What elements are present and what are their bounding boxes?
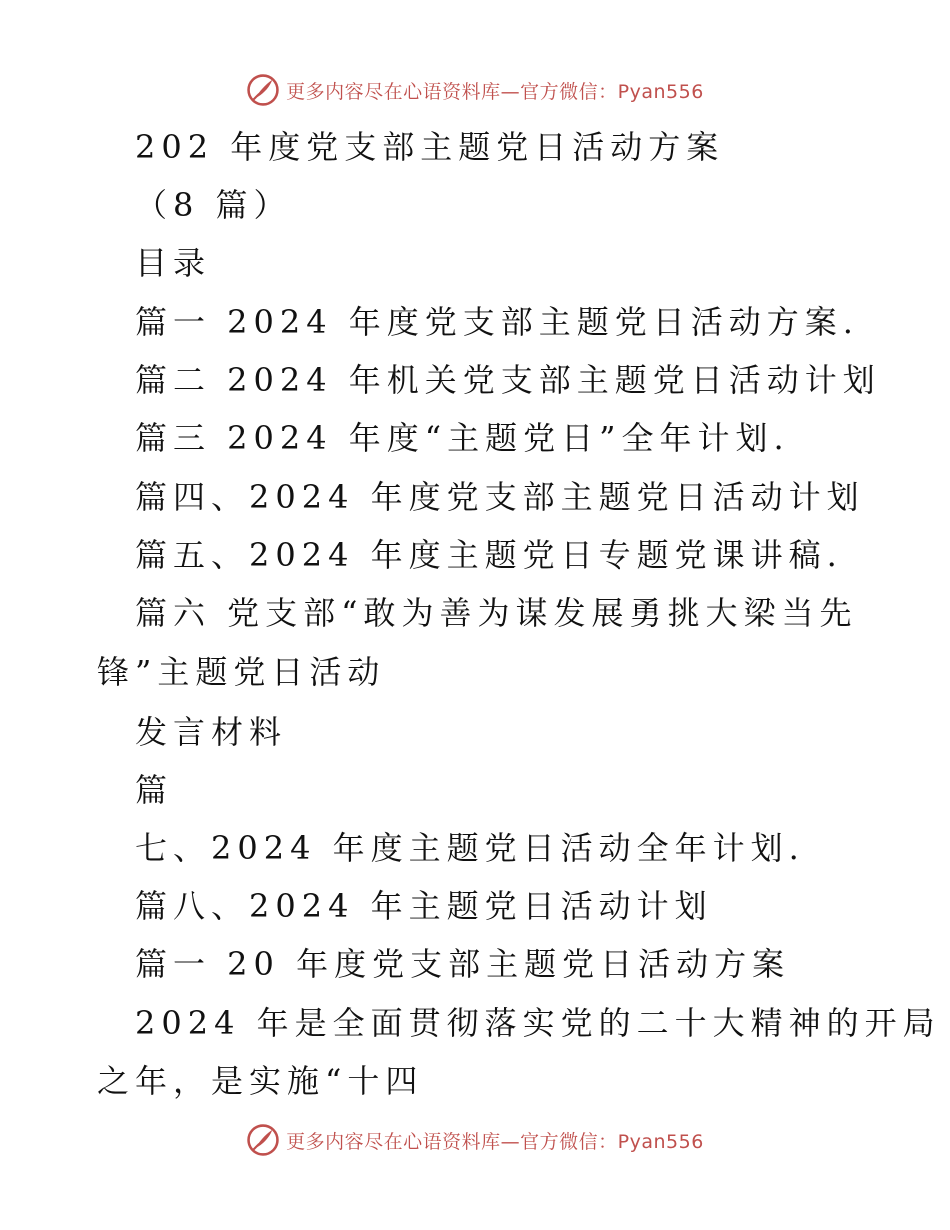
toc-item: 篇 bbox=[135, 771, 174, 809]
toc-item: 篇一 2024 年度党支部主题党日活动方案. bbox=[135, 303, 859, 341]
toc-item-continued: 七、2024 年度主题党日活动全年计划. bbox=[135, 829, 805, 867]
toc-heading: 目录 bbox=[135, 244, 212, 282]
watermark-text bbox=[286, 1127, 704, 1154]
toc-item: 篇五、2024 年度主题党日专题党课讲稿. bbox=[135, 536, 843, 574]
watermark-contact: 官方微信：Pyan556 bbox=[520, 80, 704, 103]
toc-item: 篇三 2024 年度“主题党日”全年计划. bbox=[135, 419, 790, 457]
red-quill-logo-icon bbox=[246, 1123, 280, 1157]
toc-item: 篇八、2024 年主题党日活动计划 bbox=[135, 887, 713, 925]
section-heading: 篇一 20 年度党支部主题党日活动方案 bbox=[135, 945, 791, 983]
body-paragraph-line: 2024 年是全面贯彻落实党的二十大精神的开局 bbox=[135, 1004, 941, 1042]
toc-item: 篇六 党支部“敢为善为谋发展勇挑大梁当先 bbox=[135, 594, 858, 632]
watermark-contact: 官方微信：Pyan556 bbox=[520, 1130, 704, 1153]
toc-item-continued: 发言材料 bbox=[135, 713, 288, 751]
toc-item: 篇二 2024 年机关党支部主题党日活动计划 bbox=[135, 361, 881, 399]
document-title: 202 年度党支部主题党日活动方案 bbox=[135, 128, 725, 166]
body-paragraph-line: 之年，是实施“十四 bbox=[97, 1062, 424, 1100]
watermark-title: 更多内容尽在心语资料库 bbox=[286, 80, 501, 103]
watermark-title: 更多内容尽在心语资料库 bbox=[286, 1130, 501, 1153]
toc-item-continued: 锋”主题党日活动 bbox=[97, 653, 386, 691]
document-count: （8 篇） bbox=[135, 186, 292, 224]
watermark-separator: — bbox=[500, 80, 521, 103]
watermark-separator: — bbox=[500, 1130, 521, 1153]
toc-item: 篇四、2024 年度党支部主题党日活动计划 bbox=[135, 478, 865, 516]
footer-watermark bbox=[0, 1118, 950, 1162]
